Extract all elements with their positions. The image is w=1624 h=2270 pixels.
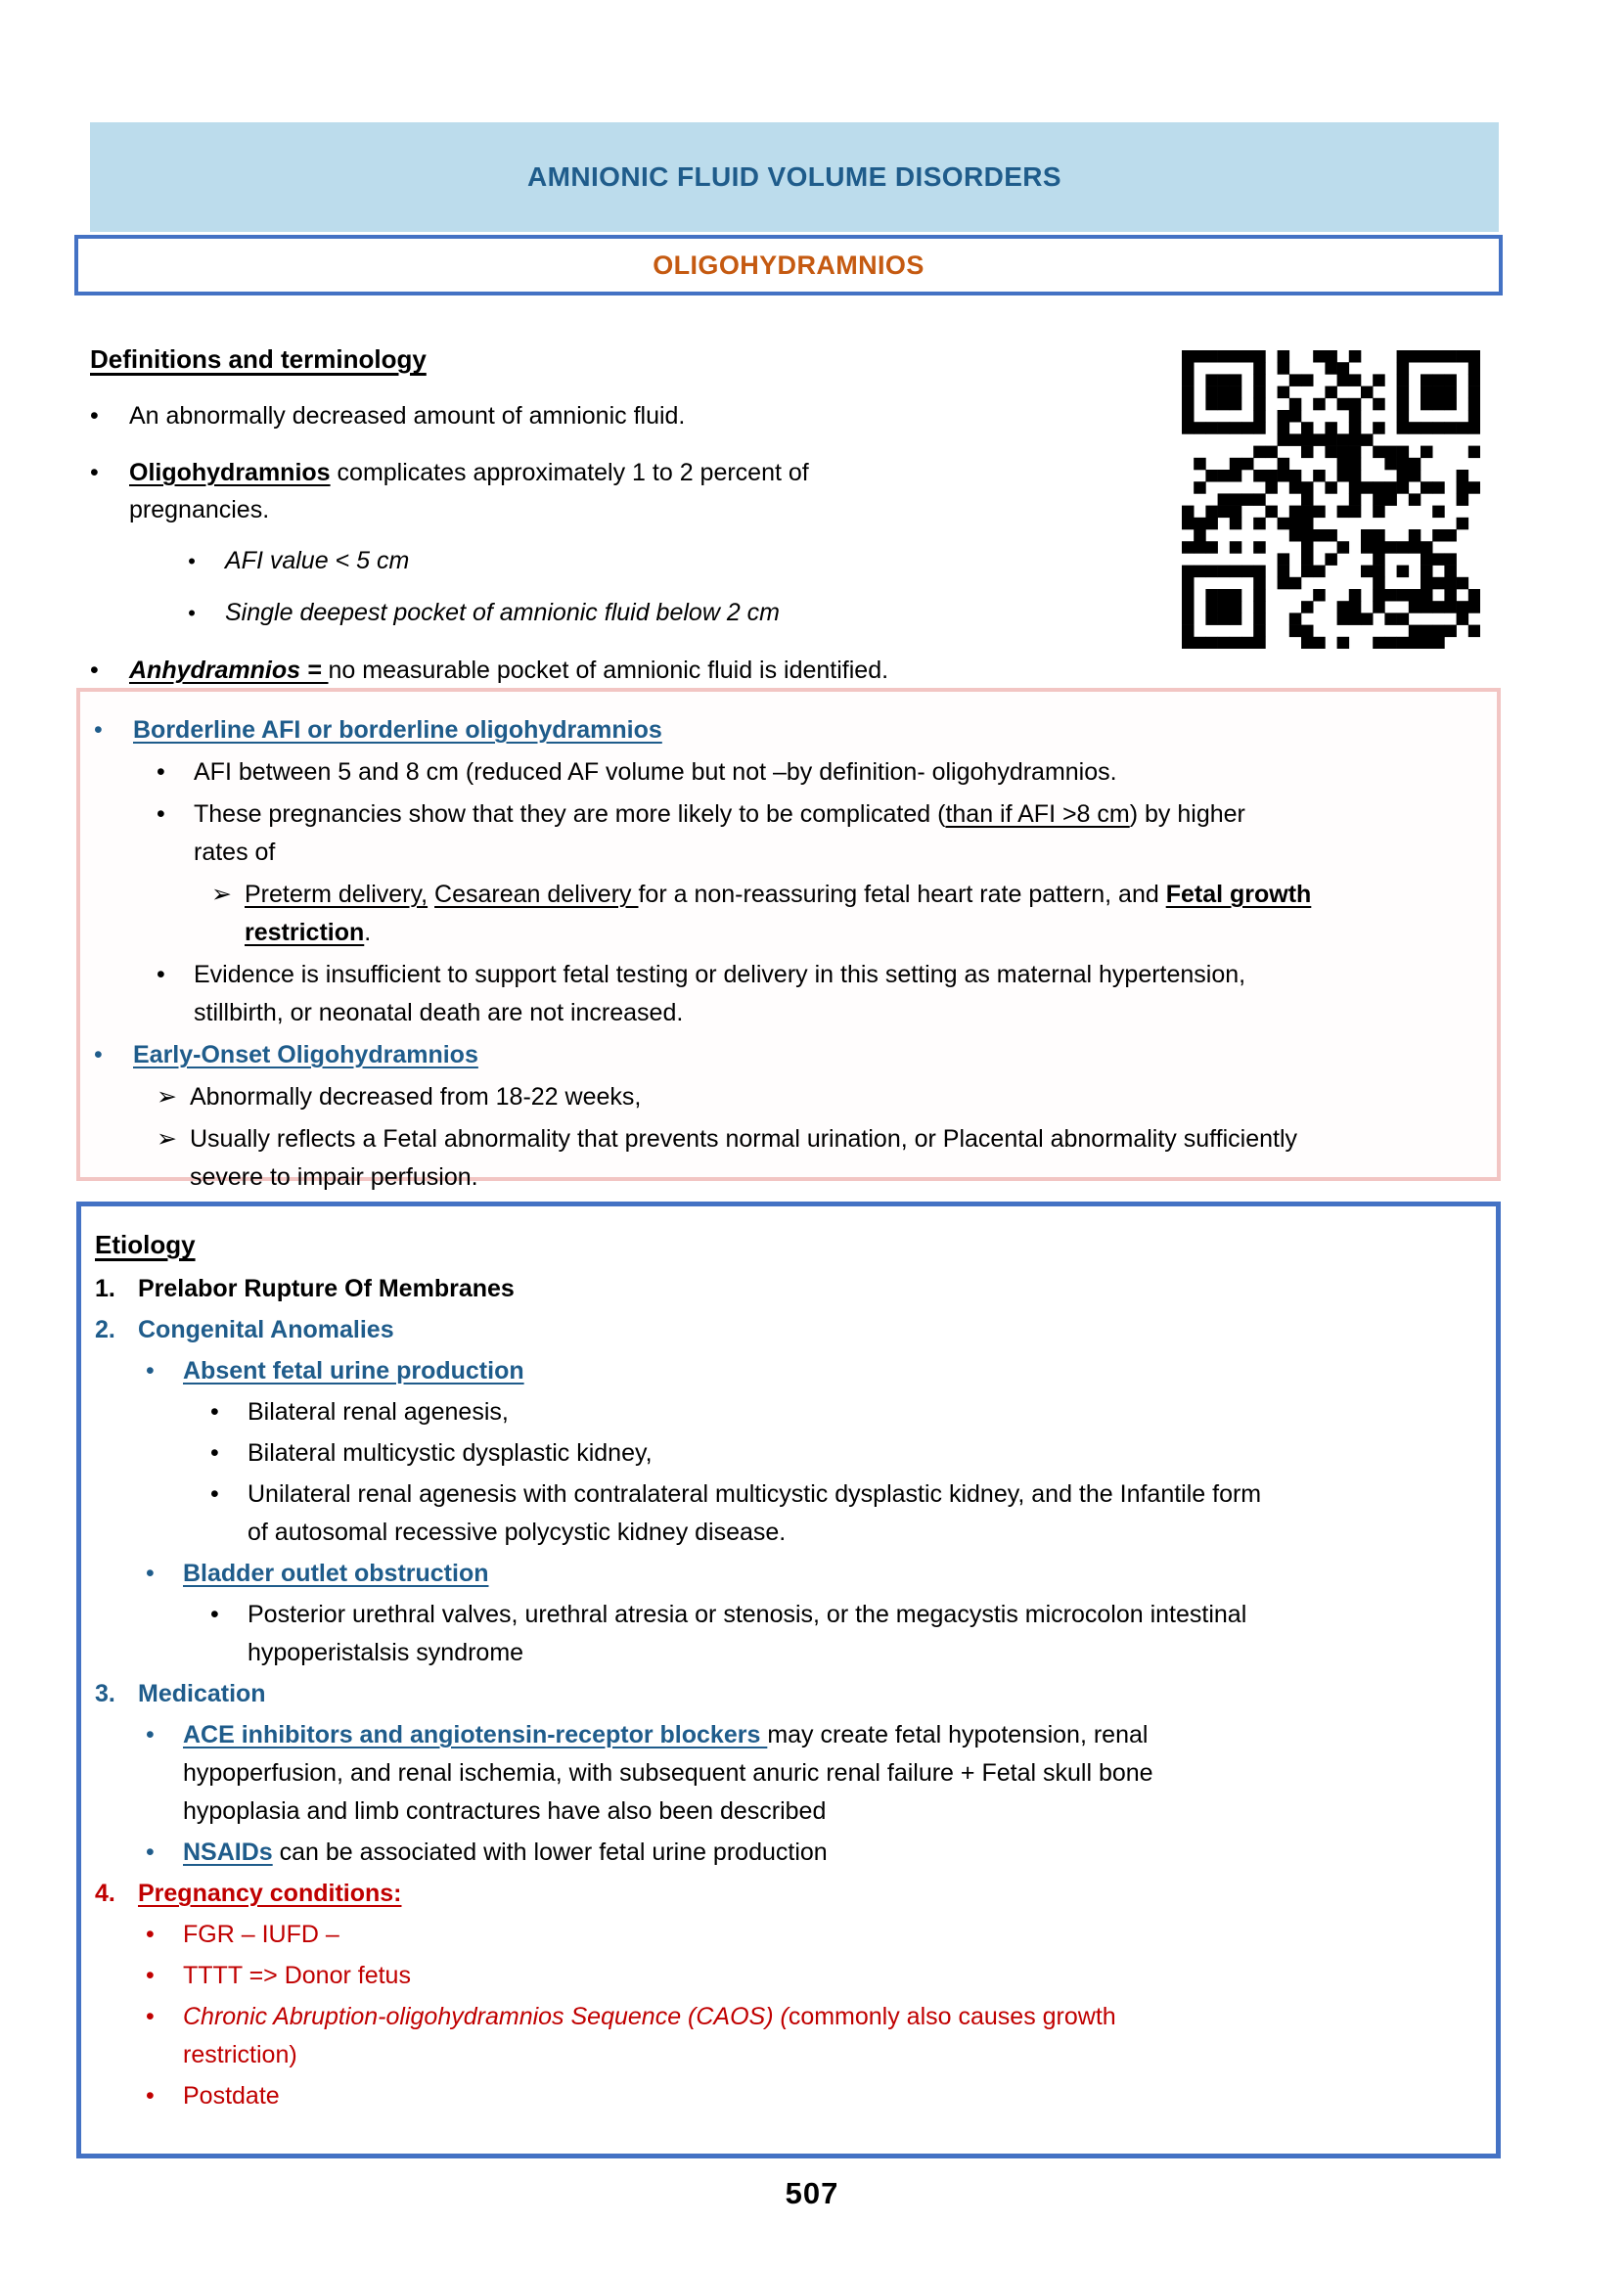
list-item-text: AFI between 5 and 8 cm (reduced AF volume but not –by definition- oligohydramnios.: [194, 758, 1117, 786]
list-item: [90, 454, 912, 528]
bullet-icon: [146, 1352, 183, 1390]
etiology-box: [76, 1202, 1501, 2158]
list-item-text: AFI value < 5 cm: [225, 547, 410, 574]
bullet-icon: [94, 711, 133, 749]
list-item-text: Single deepest pocket of amnionic fluid below 2 cm: [225, 599, 780, 626]
list-item: [157, 795, 1479, 872]
early-onset-heading: Early-Onset Oligohydramnios: [133, 1041, 478, 1068]
list-item-text: Oligohydramnios complicates approximately 1 to 2 percent of pregnancies.: [129, 459, 809, 523]
list-item: [146, 1834, 1478, 1872]
list-item-text: These pregnancies show that they are more likely to be complicated (than if AFI >8 cm) by higher rates of: [194, 800, 1245, 866]
list-item-text: Evidence is insufficient to support fetal testing or delivery in this setting as maternal hypertension, stillbirth, or neonatal death are not increased.: [194, 961, 1246, 1026]
list-item: [90, 397, 912, 434]
bullet-icon: [157, 956, 194, 1032]
bullet-icon: [157, 753, 194, 792]
borderline-heading: Borderline AFI or borderline oligohydramnios: [133, 716, 662, 744]
bullet-icon: [210, 1393, 248, 1431]
bullet-icon: [146, 1834, 183, 1872]
list-item: [210, 1434, 1478, 1473]
list-item-text: NSAIDs can be associated with lower fetal urine production: [183, 1839, 828, 1866]
term-ace-inhibitors: ACE inhibitors and angiotensin-receptor blockers: [183, 1721, 768, 1748]
list-item-text: Anhydramnios = no measurable pocket of amnionic fluid is identified.: [129, 657, 889, 684]
bullet-icon: [146, 1716, 183, 1831]
page-number: 507: [785, 2176, 839, 2210]
list-item-text: Preterm delivery, Cesarean delivery for a non-reassuring fetal heart rate pattern, and Fetal growth restriction.: [245, 881, 1312, 946]
bullet-icon: [210, 1434, 248, 1473]
bullet-icon: [210, 1596, 248, 1672]
bullet-icon: [94, 1036, 133, 1074]
list-item: [94, 711, 1479, 749]
list-item: [146, 1998, 1478, 2074]
bullet-icon: [188, 542, 225, 580]
numbered-item: [95, 1675, 1478, 1713]
list-item: [157, 956, 1479, 1032]
page-title: AMNIONIC FLUID VOLUME DISORDERS: [527, 161, 1061, 192]
bullet-icon: [210, 1476, 248, 1552]
qr-code: [1182, 350, 1480, 649]
list-item-text: Bilateral multicystic dysplastic kidney,: [248, 1439, 653, 1467]
item-number: 4.: [95, 1880, 115, 1907]
list-item: [90, 652, 912, 689]
bullet-icon: [90, 652, 129, 689]
list-item-text: An abnormally decreased amount of amnionic fluid.: [129, 402, 686, 430]
list-item-text: Unilateral renal agenesis with contralateral multicystic dysplastic kidney, and the Infantile form of autosomal recessive polycystic kidney disease.: [248, 1480, 1262, 1546]
bullet-icon: [90, 454, 129, 528]
numbered-item: [95, 1311, 1478, 1349]
item-number: 3.: [95, 1680, 115, 1707]
list-item-text: Posterior urethral valves, urethral atresia or stenosis, or the megacystis microcolon intestinal hypoperistalsis syndrome: [248, 1601, 1247, 1666]
bullet-icon: [146, 1916, 183, 1954]
arrow-bullet-icon: [211, 876, 245, 952]
list-item: [146, 1716, 1478, 1831]
list-item: [146, 2077, 1478, 2115]
page-subtitle: OLIGOHYDRAMNIOS: [653, 250, 925, 280]
arrow-bullet-icon: [157, 1078, 190, 1116]
term-nsaids: NSAIDs: [183, 1839, 273, 1866]
subtitle-box: [74, 235, 1503, 295]
bullet-icon: [157, 795, 194, 872]
list-item: [94, 1036, 1479, 1074]
item-label: Prelabor Rupture Of Membranes: [138, 1275, 515, 1302]
list-item-text: FGR – IUFD –: [183, 1921, 339, 1948]
arrow-bullet-icon: [157, 1120, 190, 1197]
sub-heading: Bladder outlet obstruction: [183, 1560, 489, 1587]
list-item: [188, 542, 912, 580]
list-item: [146, 1352, 1478, 1390]
section-heading: Definitions and terminology: [90, 344, 427, 374]
bullet-icon: [90, 397, 129, 434]
list-item-text: Chronic Abruption-oligohydramnios Sequence (CAOS) (commonly also causes growth restriction): [183, 2003, 1116, 2068]
numbered-item: [95, 1875, 1478, 1913]
item-number: 1.: [95, 1275, 115, 1302]
definitions-section: [90, 340, 912, 689]
list-item-text: Abnormally decreased from 18-22 weeks,: [190, 1083, 642, 1111]
list-item: [146, 1916, 1478, 1954]
section-heading: Etiology: [95, 1230, 196, 1259]
list-item: [210, 1596, 1478, 1672]
list-item-text: Postdate: [183, 2082, 280, 2110]
list-item: [146, 1957, 1478, 1995]
list-item: [146, 1555, 1478, 1593]
bullet-icon: [146, 1998, 183, 2074]
bullet-icon: [188, 594, 225, 632]
list-item: [157, 1078, 1479, 1116]
term-oligohydramnios: Oligohydramnios: [129, 459, 331, 486]
list-item-text: TTTT => Donor fetus: [183, 1962, 411, 1989]
item-number: 2.: [95, 1316, 115, 1343]
list-item-text: ACE inhibitors and angiotensin-receptor blockers may create fetal hypotension, renal hypoperfusion, and renal ischemia, with subsequent anuric renal failure + Fetal skull bone hypoplasia and limb contractures have also been described: [183, 1721, 1153, 1825]
list-item: [211, 876, 1479, 952]
list-item: [157, 1120, 1479, 1197]
borderline-box: [76, 688, 1501, 1191]
item-label: Pregnancy conditions:: [138, 1880, 402, 1907]
item-label: Congenital Anomalies: [138, 1316, 394, 1343]
list-item: [210, 1476, 1478, 1552]
sub-heading: Absent fetal urine production: [183, 1357, 524, 1385]
bullet-icon: [146, 2077, 183, 2115]
list-item-text: Usually reflects a Fetal abnormality that prevents normal urination, or Placental abnormality sufficiently severe to impair perfusion.: [190, 1125, 1298, 1191]
header-banner: [90, 122, 1499, 232]
bullet-icon: [146, 1957, 183, 1995]
item-label: Medication: [138, 1680, 266, 1707]
list-item: [210, 1393, 1478, 1431]
numbered-item: [95, 1270, 1478, 1308]
bullet-icon: [146, 1555, 183, 1593]
list-item-text: Bilateral renal agenesis,: [248, 1398, 509, 1426]
list-item: [157, 753, 1479, 792]
list-item: [188, 594, 912, 632]
term-anhydramnios: Anhydramnios =: [129, 657, 329, 684]
